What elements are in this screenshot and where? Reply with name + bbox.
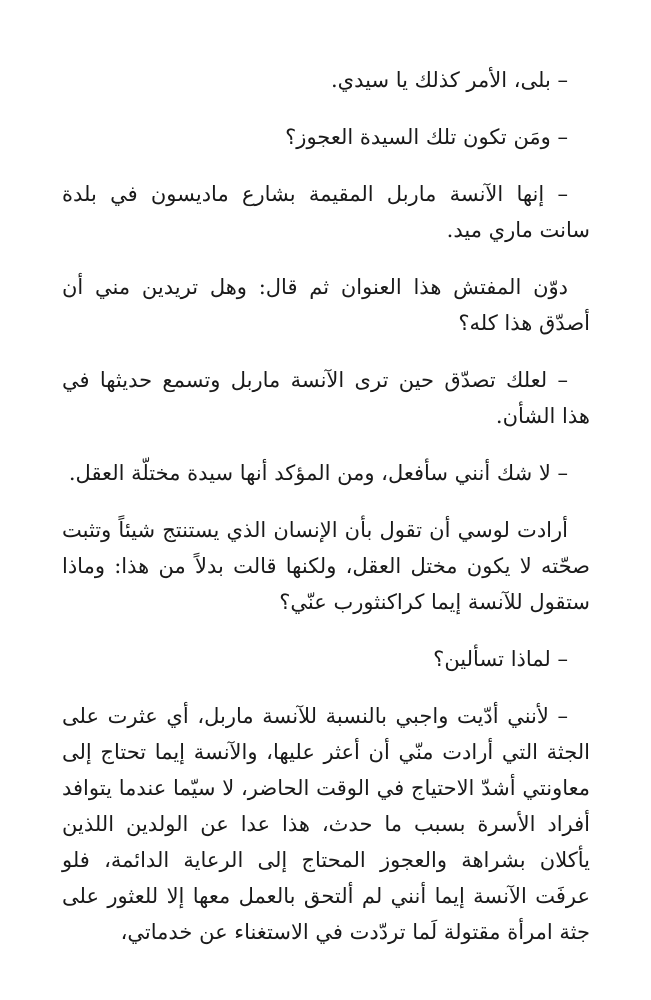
dialogue-line-you-will-believe: – لعلك تصدّق حين ترى الآنسة ماربل وتسمع حديثها في هذا الشأن.: [62, 368, 590, 428]
dialogue-line-why-ask: – لماذا تسألين؟: [433, 647, 568, 671]
dialogue-line-lucy-explanation: – لأنني أدّيت واجبي بالنسبة للآنسة ماربل، أي عثرت على الجثة التي أرادت منّي أن أعثر عليها، والآنسة إيما تحتاج إلى معاونتي أشدّ الاحتياج في الوقت الحاضر، لا سيّما عندما يتوافد أفراد الأسرة بسبب ما حدث، هذا عدا عن الولدين اللذين يأكلان بشراهة والعجوز المحتاج إلى الرعاية الدائمة، فلو عرفَت الآنسة إيما أنني لم ألتحق بالعمل معها إلا للعثور على جثة امرأة مقتولة لَما تردّدت في الاستغناء عن خدماتي،: [62, 704, 590, 944]
dialogue-line-confirm: – بلى، الأمر كذلك يا سيدي.: [330, 68, 568, 92]
dialogue-line-mad-lady: – لا شك أنني سأفعل، ومن المؤكد أنها سيدة مختلّة العقل.: [68, 461, 568, 485]
dialogue-line-who-is-she: – ومَن تكون تلك السيدة العجوز؟: [285, 125, 568, 149]
narration-lucy-reply: أرادت لوسي أن تقول بأن الإنسان الذي يستنتج شيئاً وتثبت صحّته لا يكون مختل العقل، ولكنها قالت بدلاً من هذا: وماذا ستقول للآنسة إيما كراكنثورب عنّي؟: [62, 518, 590, 614]
narration-inspector-notes: دوّن المفتش هذا العنوان ثم قال: وهل تريدين مني أن أصدّق هذا كله؟: [62, 275, 590, 335]
dialogue-line-miss-marple-address: – إنها الآنسة ماربل المقيمة بشارع ماديسون في بلدة سانت ماري ميد.: [62, 182, 590, 242]
